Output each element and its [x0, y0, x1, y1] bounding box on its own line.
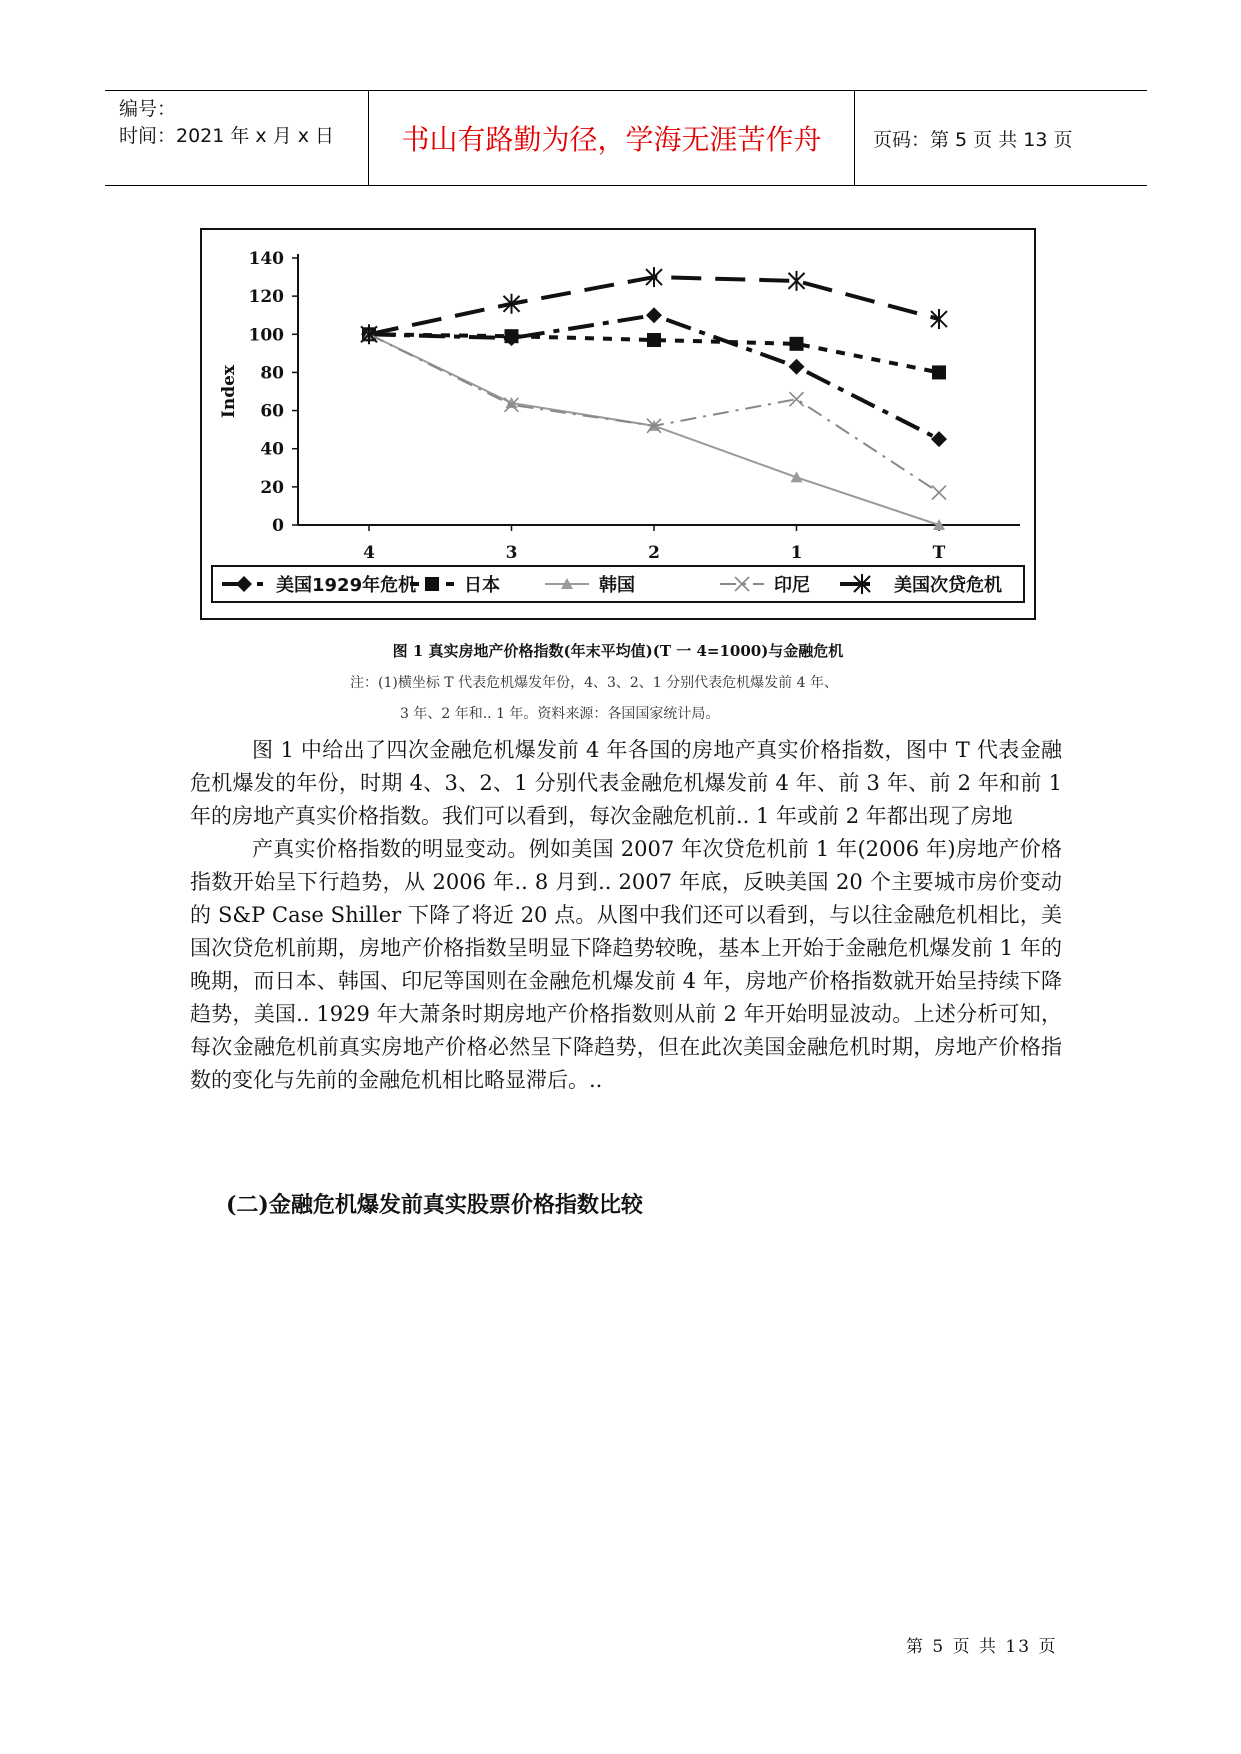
series-1-point: [647, 333, 661, 347]
legend-label-4: 美国次贷危机: [894, 575, 1002, 596]
figure-note-line-1: 注：(1)横坐标 T 代表危机爆发年份，4、3、2、1 分别代表危机爆发前 4 年、: [350, 675, 838, 691]
body-text: [190, 734, 1062, 1097]
motto: 书山有路勤为径，学海无涯苦作舟: [369, 91, 855, 185]
series-1-point: [790, 337, 804, 351]
y-tick-label: 140: [248, 249, 284, 269]
x-tick-label: T: [932, 543, 946, 563]
legend-label-3: 印尼: [774, 575, 810, 596]
time-label: 时间：2021 年 x 月 x 日: [119, 125, 335, 147]
header-left-cell: [105, 91, 369, 185]
y-tick-label: 60: [260, 401, 284, 422]
y-tick-label: 120: [248, 287, 284, 308]
legend-label-0: 美国1929年危机: [276, 575, 417, 596]
legend-marker-1: [425, 577, 439, 591]
page-label: 页码：第 5 页 共 13 页: [873, 128, 1073, 151]
x-tick-label: 2: [648, 543, 660, 563]
legend-label-2: 韩国: [599, 575, 635, 596]
paragraph-1: 图 1 中给出了四次金融危机爆发前 4 年各国的房地产真实价格指数，图中 T 代表金融危机爆发的年份，时期 4、3、2、1 分别代表金融危机爆发前 4 年、前 3 年、前 2 年和前 1 年的房地产真实价格指数。我们可以看到，每次金融危机前.. 1 年或前 2 年都出现了房地: [190, 738, 1062, 828]
y-tick-label: 100: [248, 325, 284, 346]
section-heading: (二)金融危机爆发前真实股票价格指数比较: [226, 1192, 643, 1218]
y-tick-label: 80: [260, 363, 284, 384]
series-1-point: [932, 365, 946, 379]
x-tick-label: 4: [363, 543, 375, 563]
figure-caption: 图 1 真实房地产价格指数(年末平均值)(T 一 4=1000)与金融危机: [392, 642, 844, 660]
y-tick-label: 0: [272, 516, 284, 536]
y-axis-label: Index: [219, 364, 239, 419]
header-table: [105, 90, 1147, 186]
number-label: 编号：: [119, 98, 177, 120]
paragraph-2: 产真实价格指数的明显变动。例如美国 2007 年次贷危机前 1 年(2006 年)房地产价格指数开始呈下行趋势，从 2006 年.. 8 月到.. 2007 年底，反映美国 20 个主要城市房价变动的 S&P Case Shiller 下降了将近 20 点。从图中我们还可以看到，与以往金融危机相比，美国次贷危机前期，房地产价格指数呈明显下降趋势较晚，基本上开始于金融危机爆发前 1 年的晚期，而日本、韩国、印尼等国则在金融危机爆发前 4 年，房地产价格指数就开始呈持续下降趋势，美国.. 1929 年大萧条时期房地产价格指数则从前 2 年开始明显波动。上述分析可知，每次金融危机前真实房地产价格必然呈下降趋势，但在此次美国金融危机时期，房地产价格指数的变化与先前的金融危机相比略显滞后。..: [190, 837, 1062, 1092]
x-tick-label: 1: [790, 543, 803, 563]
y-tick-label: 20: [260, 477, 284, 498]
series-1-point: [505, 329, 519, 343]
y-tick-label: 40: [260, 439, 284, 460]
x-tick-label: 3: [505, 543, 518, 563]
page-footer: 第 5 页 共 13 页: [906, 1637, 1058, 1657]
legend-label-1: 日本: [464, 575, 500, 596]
figure-note-line-2: 3 年、2 年和.. 1 年。资料来源：各国国家统计局。: [400, 706, 720, 722]
figure-1-chart: [200, 228, 1036, 620]
